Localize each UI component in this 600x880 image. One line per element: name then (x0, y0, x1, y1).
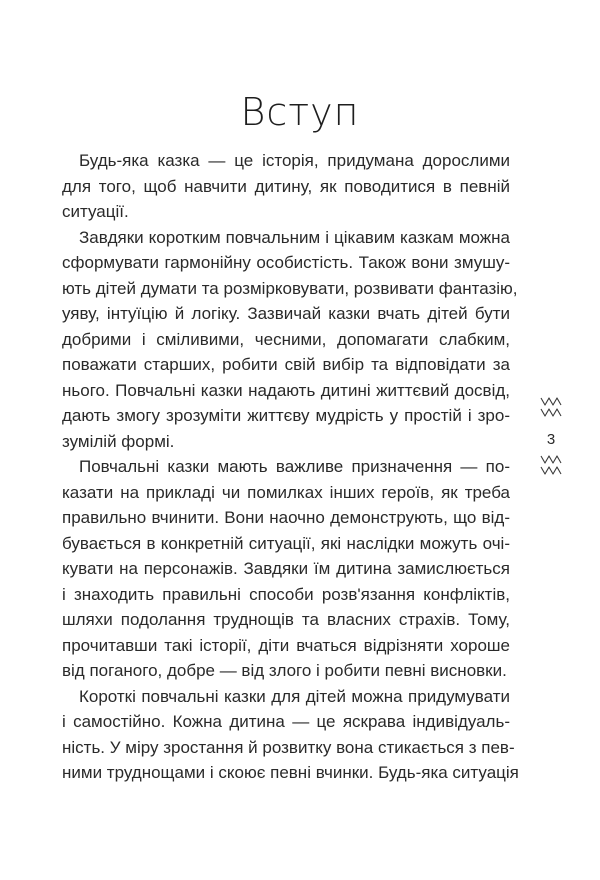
text-line: для того, щоб навчити дитину, як поводитися в певній (62, 176, 510, 196)
text-line: Завдяки коротким повчальним і цікавим казкам можна (79, 227, 510, 247)
paragraph (62, 684, 519, 786)
text-line: нього. Повчальні казки надають дитині життєвий досвід, (62, 380, 510, 400)
page-number: 3 (546, 431, 556, 448)
text-line: зумілій формі. (62, 431, 175, 451)
text-line: бувається в конкретній ситуації, які наслідки можуть очі- (62, 533, 510, 553)
text-line: шляхи подолання труднощів та власних страхів. Тому, (62, 610, 510, 629)
text-line: дають змогу зрозуміти життєву мудрість у простій і зро- (62, 406, 510, 425)
text-line: поважати старших, робити свій вибір та відповідати за (62, 355, 510, 374)
text-line: ність. У міру зростання й розвитку вона стикається з пев- (62, 737, 515, 757)
text-line: добрими і сміливими, чесними, допомагати слабким, (62, 329, 510, 349)
text-line: Будь-яка казка — це історія, придумана дорослими (79, 151, 510, 170)
text-line: Повчальні казки мають важливе призначення — по- (79, 457, 510, 476)
text-line: кувати на персонажів. Завдяки їм дитина замислюється (62, 559, 510, 578)
text-line: ситуації. (62, 202, 129, 221)
paragraph (62, 454, 510, 684)
text-line: ють дітей думати та розмірковувати, розвивати фантазію, (62, 278, 518, 298)
paragraph (62, 148, 510, 225)
text-line: сформувати гармонійну особистість. Також вони змушу- (62, 253, 510, 272)
text-line: правильно вчинити. Вони наочно демонструють, що від- (62, 508, 510, 527)
text-line: ними труднощами і скоює певні вчинки. Будь-яка ситуація (62, 763, 519, 782)
paragraph (62, 225, 518, 455)
text-line: прочитавши такі історії, діти вчаться відрізняти хороше (62, 635, 510, 655)
text-line: Короткі повчальні казки для дітей можна придумувати (79, 686, 510, 706)
body-text (62, 148, 519, 786)
text-line: і самостійно. Кожна дитина — це яскрава індивідуаль- (62, 712, 510, 731)
text-line: від поганого, добре — від злого і робити певні висновки. (62, 661, 507, 680)
page-title: Вступ (240, 90, 360, 134)
text-line: казати на прикладі чи помилках інших героїв, як треба (62, 482, 510, 502)
text-line: уяву, інтуїцію й логіку. Зазвичай казки вчать дітей бути (62, 304, 510, 323)
text-line: і знаходить правильні способи розв'язання конфліктів, (62, 584, 510, 604)
